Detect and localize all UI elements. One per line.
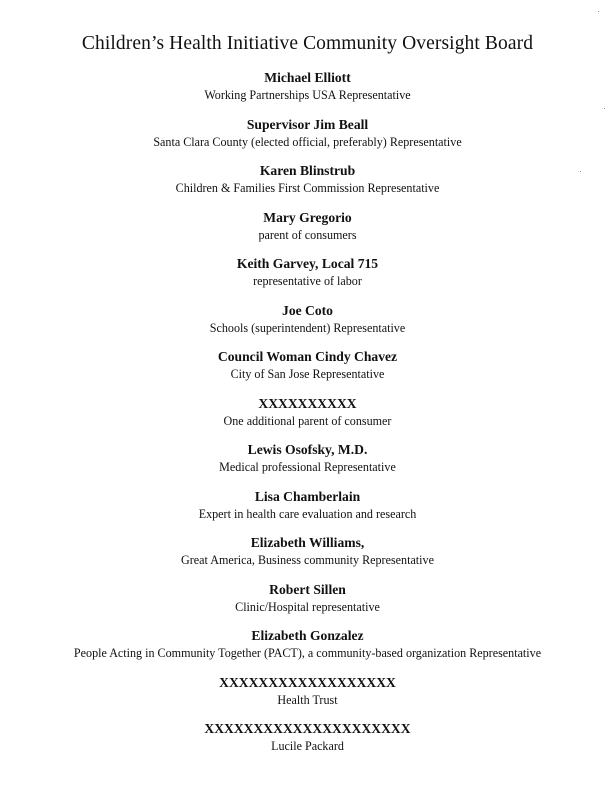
member-entry bbox=[0, 162, 615, 209]
member-entry bbox=[0, 627, 615, 674]
member-list bbox=[0, 69, 615, 767]
member-role: Clinic/Hospital representative bbox=[235, 599, 380, 614]
member-name: Keith Garvey, Local 715 bbox=[236, 256, 379, 271]
member-name: Robert Sillen bbox=[269, 581, 346, 597]
member-name: Council Woman Cindy Chavez bbox=[217, 349, 398, 364]
member-role: Santa Clara County (elected official, preferably) Representative bbox=[153, 134, 462, 149]
member-entry bbox=[0, 534, 615, 581]
scan-speck bbox=[604, 108, 605, 109]
member-name: Lisa Chamberlain bbox=[254, 488, 361, 504]
member-name: Michael Elliott bbox=[264, 70, 351, 85]
member-role: Children & Families First Commission Representative bbox=[175, 181, 440, 195]
member-role: Working Partnerships USA Representative bbox=[204, 88, 411, 102]
member-name: Lewis Osofsky, M.D. bbox=[247, 442, 368, 457]
member-role: City of San Jose Representative bbox=[230, 367, 385, 381]
member-role: Schools (superintendent) Representative bbox=[209, 320, 406, 335]
member-role: Health Trust bbox=[277, 692, 338, 707]
member-name: Mary Gregorio bbox=[263, 209, 352, 225]
member-role: Expert in health care evaluation and research bbox=[198, 506, 417, 521]
member-name: XXXXXXXXXXXXXXXXXXXXX bbox=[204, 721, 411, 736]
member-role: representative of labor bbox=[253, 274, 362, 288]
scan-speck bbox=[598, 11, 599, 12]
member-name: Elizabeth Williams, bbox=[250, 535, 365, 550]
member-entry bbox=[0, 116, 615, 163]
member-role: Medical professional Representative bbox=[219, 460, 396, 474]
member-entry bbox=[0, 581, 615, 628]
member-entry bbox=[0, 302, 615, 349]
scan-speck bbox=[580, 171, 581, 172]
member-entry bbox=[0, 720, 615, 767]
member-name: Elizabeth Gonzalez bbox=[251, 628, 364, 643]
member-role: Lucile Packard bbox=[271, 739, 344, 753]
member-role: Great America, Business community Representative bbox=[181, 553, 434, 567]
document-title: Children’s Health Initiative Community Oversight Board bbox=[81, 33, 534, 54]
member-entry bbox=[0, 395, 615, 442]
member-name: Joe Coto bbox=[282, 302, 333, 318]
member-name: XXXXXXXXXX bbox=[258, 395, 357, 411]
member-entry bbox=[0, 255, 615, 302]
member-name: Supervisor Jim Beall bbox=[246, 116, 369, 132]
member-entry bbox=[0, 348, 615, 395]
member-entry bbox=[0, 674, 615, 721]
member-role: One additional parent of consumer bbox=[223, 413, 392, 428]
member-role: parent of consumers bbox=[258, 227, 357, 242]
member-name: XXXXXXXXXXXXXXXXXX bbox=[219, 674, 396, 690]
member-entry bbox=[0, 69, 615, 116]
member-name: Karen Blinstrub bbox=[259, 163, 356, 178]
member-entry bbox=[0, 488, 615, 535]
member-entry bbox=[0, 441, 615, 488]
member-role: People Acting in Community Together (PACT), a community-based organization Representative bbox=[73, 646, 542, 660]
member-entry bbox=[0, 209, 615, 256]
